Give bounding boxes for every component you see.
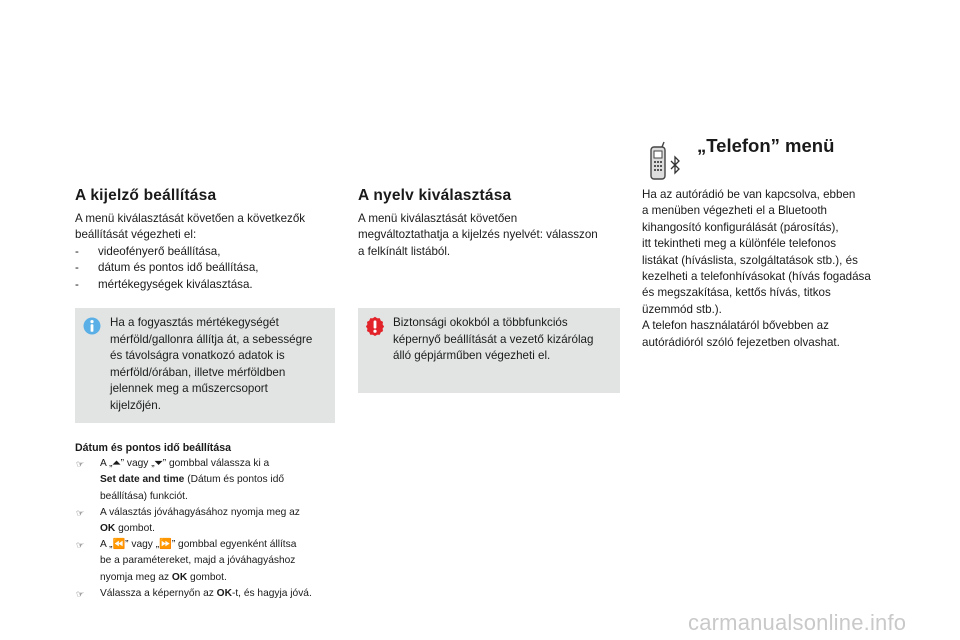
telefon-line: A telefon használatáról bővebben az [642,319,829,333]
info-line: mérföld/órában, illetve mérföldben [110,365,286,379]
pointing-hand-icon: ☞ [76,459,85,470]
step-bold: OK [171,571,188,583]
warning-line: Biztonsági okokból a többfunkciós [393,316,568,329]
step-text: Válassza a képernyőn az [100,587,217,599]
watermark: carmanualsonline.info [688,610,907,635]
telefon-line: üzemmód stb.). [642,302,722,316]
warning-box [358,308,620,393]
step-3 [75,537,345,586]
step-text: beállítása) funkciót. [100,490,188,502]
nyelv-title: A nyelv kiválasztása [358,187,512,204]
pointing-hand-icon: ☞ [76,507,85,518]
telefon-line: és megszakítása, kettős hívás, titkos [642,286,831,300]
down-arrow-icon: ⏷ [154,458,163,470]
step-text: ” vagy „ [125,539,160,551]
datum-heading: Dátum és pontos idő beállítása [75,442,231,454]
step-text: gombot. [115,523,155,535]
step-bold: OK [216,587,232,599]
nyelv-line: A menü kiválasztását követően [358,212,518,225]
telefon-line: kezelheti a telefonhívásokat (hívás fogadása [642,270,871,284]
warning-line: álló gépjárműben végezheti el. [393,349,551,363]
rewind-icon: ⏪ [112,539,126,551]
info-line: kijelzőjén. [110,398,161,412]
list-item: - mértékegységek kiválasztása. [75,277,345,293]
step-bold: Set date and time [100,474,185,486]
step-text: nyomja meg az [100,571,172,583]
info-line: Ha a fogyasztás mértékegységét [110,316,279,329]
step-text: (Dátum és pontos idő [184,474,285,486]
step-2 [75,505,345,537]
telefon-line: listákat (híváslista, szolgáltatások stb.), és [642,253,858,267]
nyelv-line: megváltoztathatja a kijelzés nyelvét: válasszon [358,228,598,242]
step-text: ” gombbal válassza ki a [162,458,270,470]
info-icon [83,317,101,340]
telefon-text [642,187,912,351]
step-text: A választás jóváhagyásához nyomja meg az [100,506,300,518]
pointing-hand-icon: ☞ [76,540,85,551]
kijelzo-intro: A menü kiválasztását követően a következők [75,212,306,225]
up-arrow-icon: ⏶ [112,458,121,470]
info-line: és távolságra vonatkozó adatok is [110,349,285,363]
datum-steps [75,440,345,602]
pointing-hand-icon: ☞ [76,588,85,599]
info-line: mérföld/gallonra állítja át, a sebességre [110,332,313,346]
step-text: ” vagy „ [120,458,155,470]
telefon-line: itt tekintheti meg a különféle telefonos [642,237,836,251]
step-4 [75,586,345,602]
warning-icon [365,316,385,341]
step-text: A „ [100,458,113,470]
telefon-title: „Telefon” menü [697,135,835,156]
kijelzo-title: A kijelző beállítása [75,187,217,204]
info-line: jelennek meg a műszercsoport [110,382,268,396]
step-1 [75,456,345,505]
fast-forward-icon: ⏩ [159,539,172,551]
telefon-line: a menüben végezheti el a Bluetooth [642,204,827,218]
warning-line: képernyő beállítását a vezető kizárólag [393,332,594,346]
nyelv-text [358,211,628,260]
step-text: gombot. [187,571,227,583]
phone-bluetooth-icon [648,141,684,183]
telefon-line: autórádióról szóló fejezetben olvashat. [642,335,840,349]
step-bold: OK [100,523,116,535]
kijelzo-text [75,211,345,293]
step-text: A „ [100,539,113,551]
nyelv-line: a felkínált listából. [358,244,451,258]
kijelzo-intro: beállítását végezheti el: [75,228,197,242]
telefon-line: Ha az autórádió be van kapcsolva, ebben [642,188,856,201]
list-item: - videofényerő beállítása, [75,244,345,260]
step-text: -t, és hagyja jóvá. [231,587,312,599]
step-text: ” gombbal egyenként állítsa [171,539,297,551]
step-text: be a paramétereket, majd a jóváhagyáshoz [100,555,296,567]
list-item: - dátum és pontos idő beállítása, [75,260,345,276]
info-box [75,308,335,423]
telefon-line: kihangosító konfigurálását (párosítás), [642,220,839,234]
